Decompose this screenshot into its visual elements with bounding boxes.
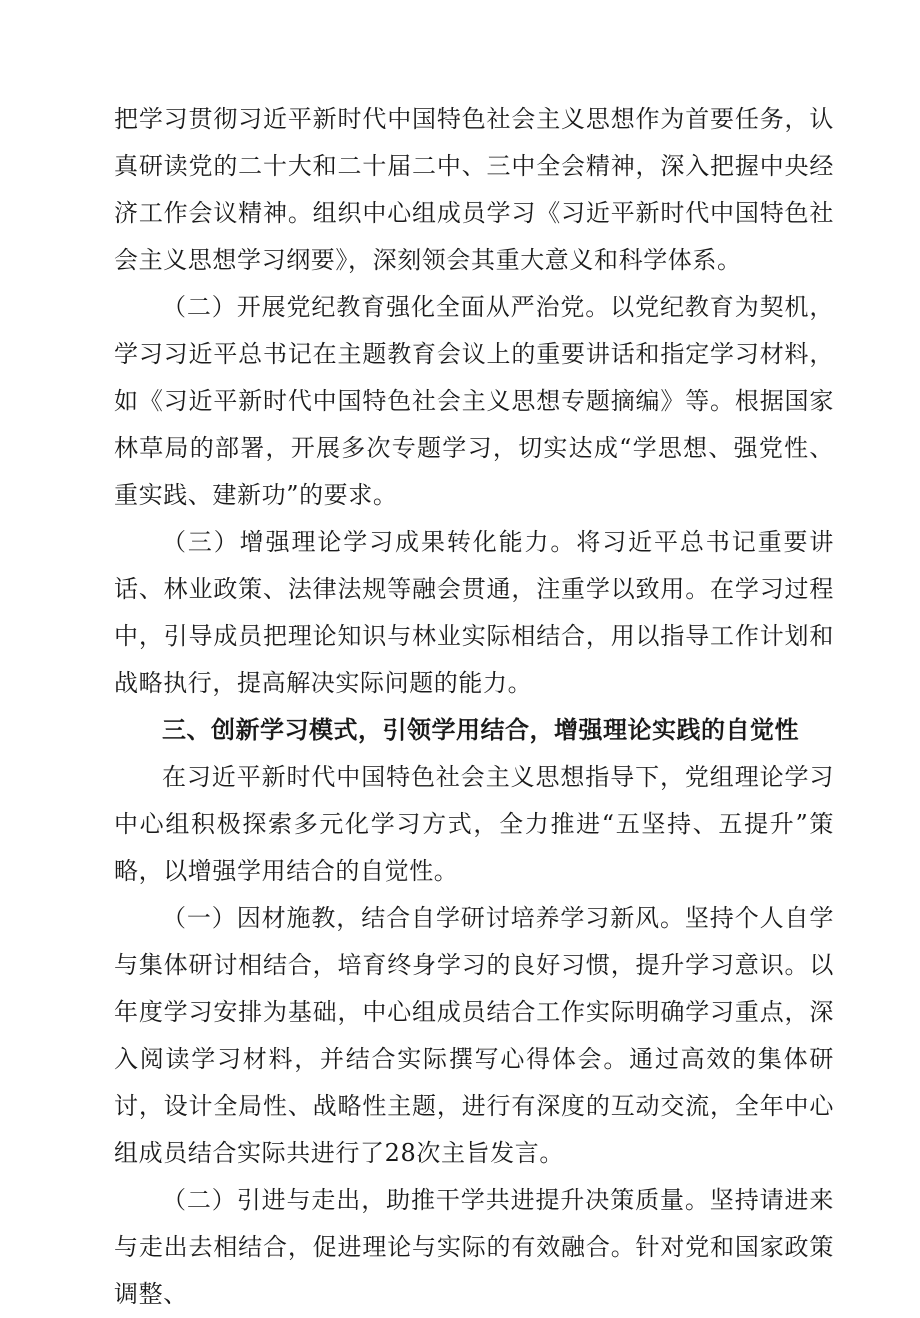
paragraph-section-intro: 在习近平新时代中国特色社会主义思想指导下，党组理论学习中心组积极探索多元化学习方式，全力推进“五坚持、五提升”策略，以增强学用结合的自觉性。 — [114, 763, 834, 885]
section-heading: 三、创新学习模式，引领学用结合，增强理论实践的自觉性 — [162, 716, 799, 744]
document-body — [114, 96, 834, 1318]
paragraph-party-discipline: （二）开展党纪教育强化全面从严治党。以党纪教育为契机，学习习近平总书记在主题教育会议上的重要讲话和指定学习材料，如《习近平新时代中国特色社会主义思想专题摘编》等。根据国家林草局的部署，开展多次专题学习，切实达成“学思想、强党性、重实践、建新功”的要求。 — [114, 293, 834, 509]
paragraph-theory-conversion: （三）增强理论学习成果转化能力。将习近平总书记重要讲话、林业政策、法律法规等融会贯通，注重学以致用。在学习过程中，引导成员把理论知识与林业实际相结合，用以指导工作计划和战略执行，提高解决实际问题的能力。 — [114, 528, 834, 697]
paragraph-self-study: （一）因材施教，结合自学研讨培养学习新风。坚持个人自学与集体研讨相结合，培育终身学习的良好习惯，提升学习意识。以年度学习安排为基础，中心组成员结合工作实际明确学习重点，深入阅读学习材料，并结合实际撰写心得体会。通过高效的集体研讨，设计全局性、战略性主题，进行有深度的互动交流，全年中心组成员结合实际共进行了28次主旨发言。 — [114, 904, 834, 1167]
paragraph-continuation: 把学习贯彻习近平新时代中国特色社会主义思想作为首要任务，认真研读党的二十大和二十届二中、三中全会精神，深入把握中央经济工作会议精神。组织中心组成员学习《习近平新时代中国特色社会主义思想学习纲要》，深刻领会其重大意义和科学体系。 — [114, 105, 834, 274]
paragraph-bring-in-go-out: （二）引进与走出，助推干学共进提升决策质量。坚持请进来与走出去相结合，促进理论与实际的有效融合。针对党和国家政策调整、 — [114, 1186, 834, 1308]
